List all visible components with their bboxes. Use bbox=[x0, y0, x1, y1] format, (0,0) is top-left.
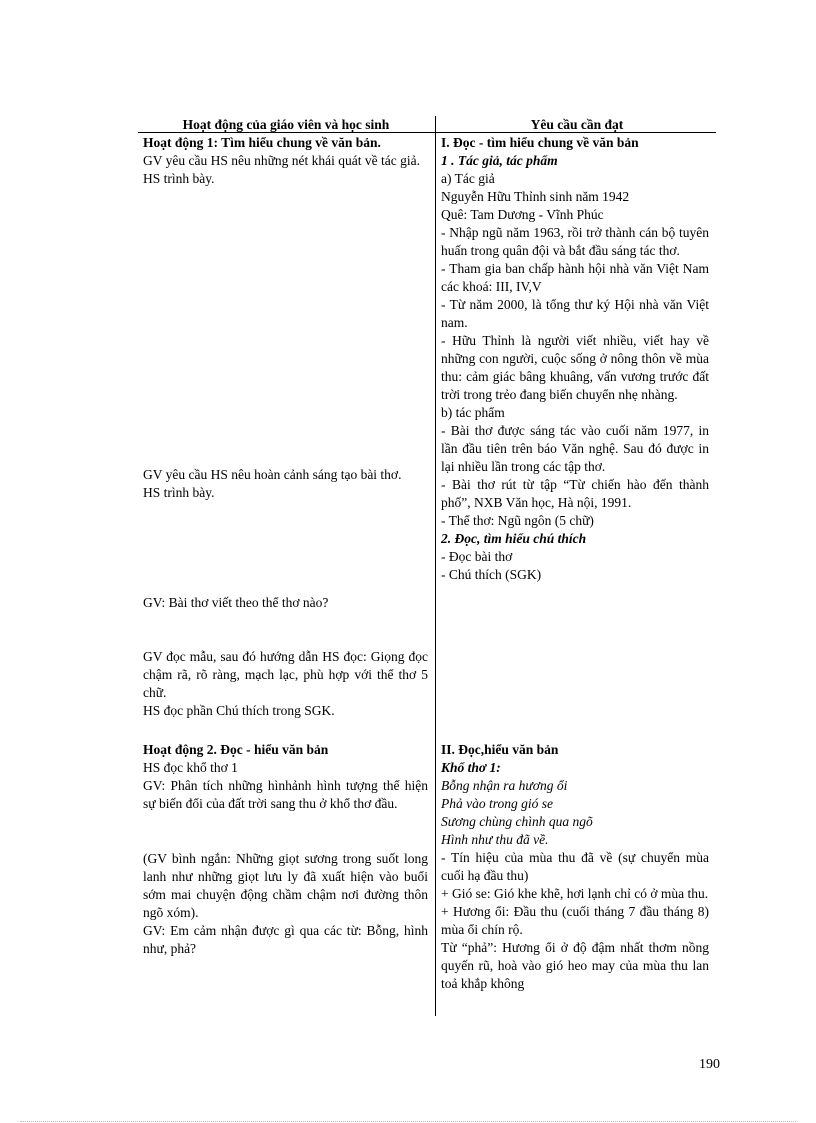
left-text: HS đọc phần Chú thích trong SGK. bbox=[143, 703, 335, 718]
left-text: GV đọc mẫu, sau đó hướng dẫn HS đọc: Giọng đọc chậm rã, rõ ràng, mạch lạc, phù hợp với thể thơ 5 chữ. bbox=[143, 649, 428, 700]
column-divider bbox=[435, 116, 436, 1016]
left-text: GV: Phân tích những hìnhảnh hình tượng thể hiện sự biến đổi của đất trời sang thu ở khổ thơ đầu. bbox=[143, 778, 428, 811]
poem-line: Bỗng nhận ra hương ổi bbox=[441, 778, 568, 793]
right-text: - Thể thơ: Ngũ ngôn (5 chữ) bbox=[441, 513, 594, 528]
right-text: - Từ năm 2000, là tổng thư ký Hội nhà văn Việt nam. bbox=[441, 297, 709, 330]
page-number: 190 bbox=[699, 1057, 720, 1072]
right-text: Từ “phả”: Hương ổi ở độ đậm nhất thơm nồng quyến rũ, hoà vào gió heo may của mùa thu lan toả khắp không bbox=[441, 940, 709, 991]
left-text: (GV bình ngắn: Những giọt sương trong suốt long lanh như những giọt lưu ly đã xuất hiện vào buổi sớm mai chuyện động chầm chậm nơi đường thôn ngõ xóm). bbox=[143, 851, 428, 920]
right-text: + Hương ổi: Đầu thu (cuối tháng 7 đầu tháng 8) mùa ổi chín rộ. bbox=[441, 904, 709, 937]
left-block-5 bbox=[143, 741, 428, 813]
right-text: - Tham gia ban chấp hành hội nhà văn Việt Nam các khoá: III, IV,V bbox=[441, 261, 709, 294]
header-divider bbox=[138, 132, 716, 133]
bottom-dotted-line bbox=[20, 1121, 796, 1122]
right-text: b) tác phẩm bbox=[441, 405, 505, 420]
right-text: - Nhập ngũ năm 1963, rồi trở thành cán bộ tuyên huấn trong quân đội và bắt đầu sáng tác thơ. bbox=[441, 225, 709, 258]
left-text: GV: Em cảm nhận được gì qua các từ: Bỗng, hình như, phả? bbox=[143, 923, 428, 956]
poem-line: Sương chùng chình qua ngõ bbox=[441, 814, 593, 829]
left-block-1 bbox=[143, 134, 428, 188]
left-text: HS trình bày. bbox=[143, 171, 215, 186]
right-text: - Tín hiệu của mùa thu đã về (sự chuyển mùa cuối hạ đầu thu) bbox=[441, 850, 709, 883]
left-block-3 bbox=[143, 594, 428, 612]
left-block-4 bbox=[143, 648, 428, 720]
right-text: - Chú thích (SGK) bbox=[441, 567, 542, 582]
left-text: GV: Bài thơ viết theo thể thơ nào? bbox=[143, 595, 329, 610]
left-text: GV yêu cầu HS nêu hoàn cảnh sáng tạo bài thơ. bbox=[143, 467, 402, 482]
section-1-title: I. Đọc - tìm hiểu chung về văn bản bbox=[441, 135, 639, 150]
right-text: - Hữu Thỉnh là người viết nhiều, viết hay về những con người, cuộc sống ở nông thôn về mùa thu: cảm giác bâng khuâng, vấn vương trước đất trời trong trẻo đang biến chuyển nhẹ nhàng. bbox=[441, 333, 709, 402]
header-left: Hoạt động của giáo viên và học sinh bbox=[182, 117, 390, 132]
right-text: - Bài thơ được sáng tác vào cuối năm 1977, in lần đầu tiên trên báo Văn nghệ. Sau đó được in lại nhiều lần trong các tập thơ. bbox=[441, 423, 709, 474]
right-text: Nguyễn Hữu Thỉnh sinh năm 1942 bbox=[441, 189, 630, 204]
subsection-title: 1 . Tác giả, tác phẩm bbox=[441, 153, 558, 168]
left-block-6 bbox=[143, 850, 428, 958]
stanza-title: Khổ thơ 1: bbox=[441, 760, 501, 775]
left-block-2 bbox=[143, 466, 428, 502]
activity-2-title: Hoạt động 2. Đọc - hiểu văn bản bbox=[143, 742, 329, 757]
left-text: GV yêu cầu HS nêu những nét khái quát về tác giả. bbox=[143, 153, 420, 168]
left-text: HS trình bày. bbox=[143, 485, 215, 500]
section-2-title: II. Đọc,hiểu văn bản bbox=[441, 742, 559, 757]
subsection-title: 2. Đọc, tìm hiểu chú thích bbox=[441, 531, 587, 546]
right-text: + Gió se: Gió khe khẽ, hơi lạnh chỉ có ở mùa thu. bbox=[441, 886, 709, 901]
poem-line: Phả vào trong gió se bbox=[441, 796, 553, 811]
activity-1-title: Hoạt động 1: Tìm hiểu chung về văn bản. bbox=[143, 135, 381, 150]
right-block-2 bbox=[441, 741, 709, 993]
poem-line: Hình như thu đã về. bbox=[441, 832, 549, 847]
right-block-1 bbox=[441, 134, 709, 584]
right-text: Quê: Tam Dương - Vĩnh Phúc bbox=[441, 207, 604, 222]
right-text: - Đọc bài thơ bbox=[441, 549, 513, 564]
right-text: - Bài thơ rút từ tập “Từ chiến hào đến thành phố”, NXB Văn học, Hà nội, 1991. bbox=[441, 477, 709, 510]
right-text: a) Tác giả bbox=[441, 171, 495, 186]
left-text: HS đọc khổ thơ 1 bbox=[143, 760, 238, 775]
header-right: Yêu cầu cần đạt bbox=[530, 117, 624, 132]
